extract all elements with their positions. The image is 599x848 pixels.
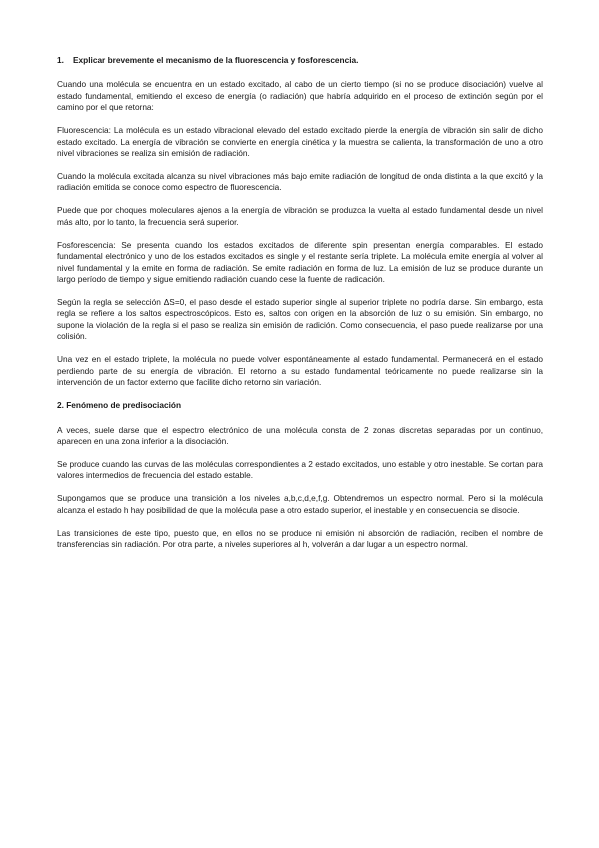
paragraph: Fosforescencia: Se presenta cuando los estados excitados de diferente spin presentan energía comparables. El estado fundamental electrónico y uno de los estados excitados es single y el restante sería triplete. La molécula emite energía al volver al nivel fundamental y la emite en forma de radiación. Se emite radiación en forma de luz. La emisión de luz se produce durante un largo período de tiempo y sigue emitiendo radiación cuando cese la fuente de radicación.	[57, 239, 543, 285]
section-1-title: Explicar brevemente el mecanismo de la fluorescencia y fosforescencia.	[73, 55, 359, 65]
section-1-heading	[57, 55, 543, 66]
paragraph: A veces, suele darse que el espectro electrónico de una molécula consta de 2 zonas discretas separadas por un continuo, aparecen en una zona inferior a la disociación.	[57, 424, 543, 446]
paragraph: Según la regla se selección ΔS=0, el paso desde el estado superior single al superior triplete no podría darse. Sin embargo, esta regla se refiere a los saltos espectroscópicos. Esto es, saltos con origen en la absorción de luz o su emisión. Sin embargo, no supone la violación de la regla si el paso se realiza sin emisión de radición. Como consecuencia, el paso puede realizarse por una colisión.	[57, 297, 543, 342]
paragraph: Cuando la molécula excitada alcanza su nivel vibraciones más bajo emite radiación de longitud de onda distinta a la que excitó y la radiación emitida se conoce como espectro de fluorescencia.	[57, 171, 543, 193]
section-1-number: 1.	[57, 55, 64, 65]
paragraph: Se produce cuando las curvas de las moléculas correspondientes a 2 estado excitados, uno estable y otro inestable. Se cortan para valores intermedios de frecuencia del estado estable.	[57, 458, 543, 481]
paragraph: Puede que por choques moleculares ajenos a la energía de vibración se produzca la vuelta al estado fundamental desde un nivel más alto, por lo tanto, la frecuencia será superior.	[57, 205, 543, 227]
section-2-heading: 2. Fenómeno de predisociación	[57, 400, 182, 411]
paragraph: Fluorescencia: La molécula es un estado vibracional elevado del estado excitado pierde la energía de vibración sin salir de dicho estado excitado. La energía de vibración se convierte en energía cinética y la muestra se calienta, la transformación de uno a otro nivel vibraciones se realiza sin emisión de radiación.	[57, 125, 543, 159]
paragraph: Las transiciones de este tipo, puesto que, en ellos no se produce ni emisión ni absorción de radiación, reciben el nombre de transferencias sin radiación. Por otra parte, a niveles superiores al h, volverán a dar lugar a un espectro normal.	[57, 527, 543, 550]
paragraph: Cuando una molécula se encuentra en un estado excitado, al cabo de un cierto tiempo (si no se produce disociación) vuelve al estado fundamental, emitiendo el exceso de energía (o radiación) que habría adquirido en el proceso de extinción según por el camino por el que retorna:	[57, 79, 543, 113]
document-body	[57, 55, 543, 562]
paragraph: Supongamos que se produce una transición a los niveles a,b,c,d,e,f,g. Obtendremos un espectro normal. Pero si la molécula alcanza el estado h hay posibilidad de que la molécula pase a otro estado superior, el inestable y en consecuencia se disocie.	[57, 493, 543, 515]
paragraph: Una vez en el estado triplete, la molécula no puede volver espontáneamente al estado fundamental. Permanecerá en el estado perdiendo parte de su energía de vibración. El retorno a su estado fundamental teóricamente no puede realizarse sin la intervención de un factor externo que facilite dicho retorno sin variación.	[57, 354, 543, 388]
